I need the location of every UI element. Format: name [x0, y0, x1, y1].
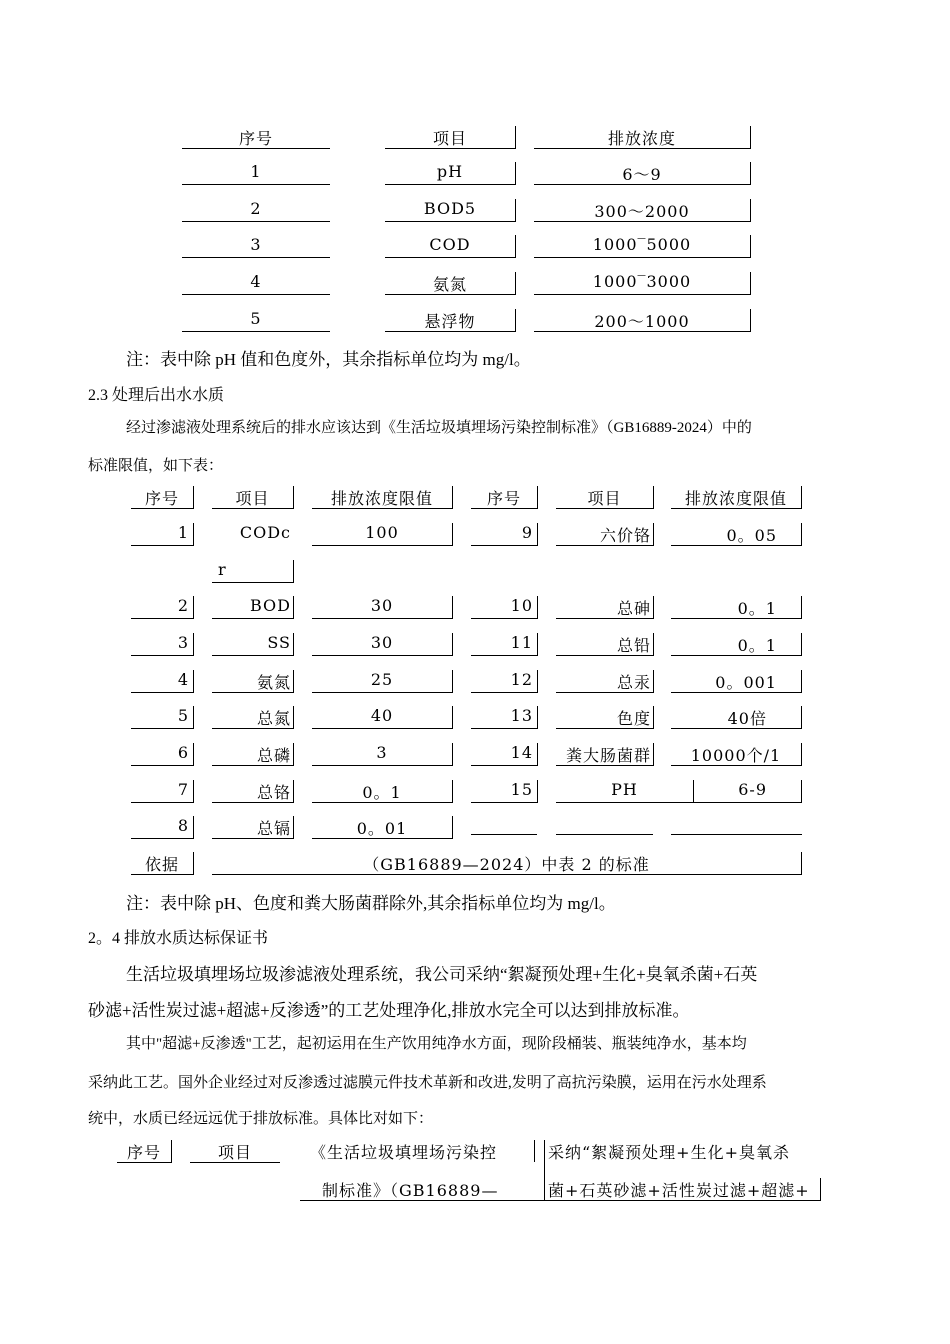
table-row-cell: 4 — [182, 272, 330, 295]
t2-header-seq1: 序号 — [131, 486, 194, 509]
table-row-cell: 3 — [182, 235, 330, 258]
table-row-cell: 2 — [182, 199, 330, 222]
table-row-cell: 14 — [471, 743, 538, 766]
section24-para2-line1: 其中"超滤+反渗透"工艺，起初运用在生产饮用纯净水方面，现阶段桶装、瓶装纯净水，基本均 — [126, 1036, 747, 1052]
table-row-cell: 0。1 — [312, 780, 453, 803]
t2-header-item1: 项目 — [212, 486, 294, 509]
table-row-cell: 总磷 — [212, 743, 294, 766]
t2-header-seq2: 序号 — [471, 486, 538, 509]
table-row-cell: 11 — [471, 633, 538, 656]
table-row-cell: 25 — [312, 670, 453, 693]
t3-header-process-line2: 菌+石英砂滤+活性炭过滤+超滤+ — [544, 1178, 821, 1201]
table-row-cell: 总铅 — [556, 633, 654, 656]
table-row-cell-empty — [471, 816, 537, 835]
table-row-cell: 10 — [471, 596, 538, 619]
table-row-cell: 氨氮 — [385, 272, 516, 295]
table-row-cell: 100 — [312, 523, 453, 546]
note2: 注：表中除 pH、色度和粪大肠菌群除外,其余指标单位均为 mg/l。 — [126, 894, 616, 913]
table-row-cell: 200～1000 — [534, 309, 751, 332]
table-row-cell: 总镉 — [212, 816, 294, 839]
t2-header-item2: 项目 — [556, 486, 654, 509]
section23-para-line1: 经过渗滤液处理系统后的排水应该达到《生活垃圾填埋场污染控制标准》（GB16889-2024）中的 — [126, 420, 752, 436]
table-row-cell: 6 — [131, 743, 194, 766]
table-row-cell: 1000‾5000 — [534, 235, 751, 258]
table-row-cell: 9 — [471, 523, 538, 546]
table-row-cell: 0。05 — [671, 523, 802, 546]
table-row-cell: 总汞 — [556, 670, 654, 693]
table-row-cell: 0。001 — [671, 670, 802, 693]
t1-header-item: 项目 — [385, 126, 516, 149]
section24-para2-line3: 统中，水质已经远远优于排放标准。具体比对如下： — [88, 1111, 434, 1127]
table-row-cell: pH — [385, 162, 516, 185]
table-row-cell: 7 — [131, 780, 194, 803]
table-row-cell: 300～2000 — [534, 199, 751, 222]
table-row-cell: 13 — [471, 706, 538, 729]
t2-basis-value: （GB16889—2024）中表 2 的标准 — [212, 852, 802, 875]
table-row-cell: 粪大肠菌群 — [556, 743, 654, 766]
table-row-cell: 12 — [471, 670, 538, 693]
table-row-cell: 六价铬 — [556, 523, 654, 546]
t2-header-limit2: 排放浓度限值 — [671, 486, 802, 509]
table-row-cell: 悬浮物 — [385, 309, 516, 332]
t3-header-standard-line1: 《生活垃圾填埋场污染控 — [300, 1140, 535, 1162]
t3-col4-left-border — [544, 1140, 545, 1200]
table-row-cell: 2 — [131, 596, 194, 619]
table-row-cell: COD — [385, 235, 516, 258]
table-row-cell: 色度 — [556, 706, 654, 729]
section24-heading: 2。4 排放水质达标保证书 — [88, 930, 269, 947]
table-row-cell: 1000‾3000 — [534, 272, 751, 295]
table-row-cell: 15 — [471, 780, 538, 803]
table-row-cell: CODc — [239, 523, 291, 542]
section23-para-line2: 标准限值，如下表： — [88, 458, 224, 474]
t1-header-seq: 序号 — [182, 126, 330, 149]
table-row-cell: PH — [556, 780, 694, 803]
section24-para1-line2: 砂滤+活性炭过滤+超滤+反渗透”的工艺处理净化,排放水完全可以达到排放标准。 — [88, 1001, 690, 1020]
table-row-cell: 8 — [131, 816, 194, 839]
table-row-cell: 4 — [131, 670, 194, 693]
table-row-cell: 5 — [131, 706, 194, 729]
t2-basis-label: 依据 — [131, 852, 194, 875]
t3-header-process-line1: 采纳“絮凝预处理+生化+臭氧杀 — [548, 1143, 790, 1162]
section24-para1-line1: 生活垃圾填埋场垃圾渗滤液处理系统，我公司采纳“絮凝预处理+生化+臭氧杀菌+石英 — [126, 965, 758, 984]
t3-header-standard-line2: 制标准》（GB16889— — [300, 1178, 546, 1201]
section23-heading: 2.3 处理后出水水质 — [88, 387, 225, 404]
note1: 注：表中除 pH 值和色度外，其余指标单位均为 mg/l。 — [126, 350, 531, 369]
table-row-cell: 1 — [182, 162, 330, 185]
table-row-cell: 总铬 — [212, 780, 294, 803]
table-row-cell-wrap: r — [212, 560, 294, 583]
table-row-cell: 3 — [312, 743, 453, 766]
table-row-cell-empty — [556, 816, 653, 835]
table-row-cell: 40倍 — [671, 706, 802, 729]
table-row-cell: 0。1 — [671, 633, 802, 656]
section24-para2-line2: 采纳此工艺。国外企业经过对反渗透过滤膜元件技术革新和改进,发明了高抗污染膜，运用在污水处理系 — [88, 1075, 767, 1091]
table-row-cell: 0。1 — [671, 596, 802, 619]
t3-header-seq: 序号 — [117, 1140, 172, 1163]
t2-header-limit1: 排放浓度限值 — [312, 486, 453, 509]
table-row-cell: 3 — [131, 633, 194, 656]
table-row-cell: BOD — [212, 596, 294, 619]
table-row-cell-empty — [671, 816, 802, 835]
table-row-cell: SS — [212, 633, 294, 656]
table-row-cell: 30 — [312, 596, 453, 619]
table-row-cell: 30 — [312, 633, 453, 656]
table-row-cell: 6～9 — [534, 162, 751, 185]
table-row-cell: 6-9 — [671, 780, 802, 803]
table-row-cell: 10000个/1 — [671, 743, 802, 766]
table-row-cell: 5 — [182, 309, 330, 332]
table-row-cell: 40 — [312, 706, 453, 729]
table-row-cell: BOD5 — [385, 199, 516, 222]
table-row-cell: 氨氮 — [212, 670, 294, 693]
table-row-cell: 总氮 — [212, 706, 294, 729]
t1-header-conc: 排放浓度 — [534, 126, 751, 149]
table-row-cell: 1 — [131, 523, 194, 546]
table-row-cell: 总砷 — [556, 596, 654, 619]
table-row-cell: 0。01 — [312, 816, 453, 839]
t3-header-item: 项目 — [190, 1140, 280, 1163]
